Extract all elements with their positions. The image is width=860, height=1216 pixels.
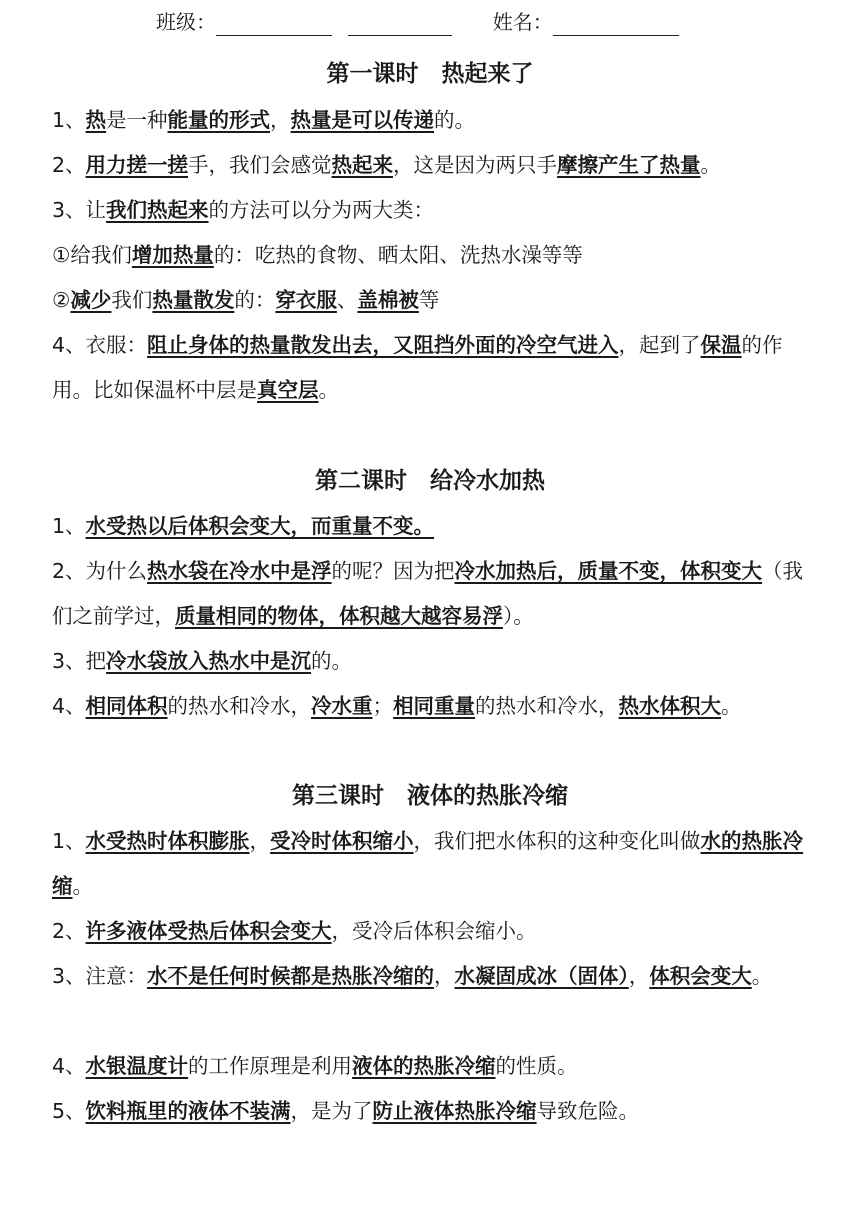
lesson-3-item-1	[52, 819, 812, 909]
text-segment: 2、	[52, 153, 86, 177]
class-blank-1[interactable]	[216, 13, 332, 36]
key-phrase: 相同重量	[393, 694, 476, 718]
key-phrase: 增加热量	[131, 243, 214, 267]
text-segment: 的：	[234, 288, 276, 312]
lesson-1-item-6	[52, 323, 812, 413]
key-phrase: 热水袋在冷水中是浮	[147, 559, 332, 583]
key-phrase: 真空层	[257, 378, 319, 402]
key-phrase: 防止液体热胀冷缩	[372, 1099, 537, 1123]
lesson-1-item-2	[52, 143, 812, 188]
lesson-2-item-2	[52, 549, 812, 639]
text-segment: 3、让	[52, 198, 107, 222]
key-phrase: 体积会变大	[649, 964, 752, 988]
text-segment: 等	[418, 288, 440, 312]
lesson-2-title: 第二课时 给冷水加热	[315, 468, 545, 494]
text-segment: ，我们把水体积的这种变化叫做	[413, 829, 701, 853]
text-segment: 3、把	[52, 649, 107, 673]
lesson-3-title: 第三课时 液体的热胀冷缩	[292, 783, 568, 809]
key-phrase: 饮料瓶里的液体不装满	[85, 1099, 291, 1123]
text-segment: ，	[270, 108, 291, 132]
text-segment: ）。	[503, 604, 534, 628]
key-phrase: 水银温度计	[85, 1054, 189, 1078]
text-segment: 手，我们会感觉	[188, 153, 332, 177]
key-phrase: 保温	[700, 333, 742, 357]
lesson-2-item-3	[52, 639, 812, 684]
text-segment: ，	[628, 964, 650, 988]
key-phrase: 盖棉被	[357, 288, 419, 312]
text-segment: 的。	[434, 108, 476, 132]
key-phrase: 冷水加热后，质量不变，体积变大	[454, 559, 763, 583]
text-segment: ①给我们	[52, 243, 132, 267]
key-phrase: 质量相同的物体，体积越大越容易浮	[175, 604, 503, 628]
text-segment: 的呢？因为把	[331, 559, 455, 583]
text-segment: 的。	[311, 649, 353, 673]
text-segment: 的热水和冷水，	[167, 694, 312, 718]
key-phrase: 热	[85, 108, 107, 132]
text-segment: 导致危险。	[536, 1099, 640, 1123]
key-phrase: 许多液体受热后体积会变大	[85, 919, 332, 943]
text-segment: 。	[721, 694, 742, 718]
text-segment: ，受冷后体积会缩小。	[331, 919, 537, 943]
key-phrase: 热量是可以传递	[290, 108, 435, 132]
class-label: 班级：	[156, 10, 216, 34]
text-segment: ，	[434, 964, 455, 988]
text-segment: （我们之前学过，	[52, 559, 804, 628]
text-segment: 的作用。比如保温杯中层是	[52, 333, 783, 402]
key-phrase: 阻止身体的热量散发出去，又阻挡外面的冷空气进入	[147, 333, 619, 357]
lesson-1-item-4	[52, 233, 812, 278]
key-phrase: 液体的热胀冷缩	[352, 1054, 496, 1078]
text-segment: 4、	[52, 694, 86, 718]
text-segment: 。	[700, 153, 722, 177]
key-phrase: 能量的形式	[167, 108, 271, 132]
text-segment: 的：吃热的食物、晒太阳、洗热水澡等等	[213, 243, 583, 267]
text-segment: 2、为什么	[52, 559, 148, 583]
key-phrase: 水的热胀冷缩	[52, 829, 804, 898]
name-label: 姓名：	[492, 10, 553, 34]
text-segment: 我们	[111, 288, 153, 312]
key-phrase: 相同体积	[85, 694, 168, 718]
lesson-3-item-4	[52, 1044, 812, 1089]
text-segment: ，	[249, 829, 271, 853]
key-phrase: 用力搓一搓	[85, 153, 189, 177]
text-segment: ，是为了	[290, 1099, 373, 1123]
text-segment: 。	[318, 378, 339, 402]
text-segment: 5、	[52, 1099, 86, 1123]
text-segment: 1、	[52, 829, 86, 853]
lesson-3-item-2	[52, 909, 812, 954]
text-segment: 。	[72, 874, 93, 898]
lesson-1-item-3	[52, 188, 812, 233]
lesson-2-item-4	[52, 684, 812, 729]
text-segment: ，这是因为两只手	[393, 153, 558, 177]
header-fields	[156, 8, 679, 36]
text-segment: ，起到了	[618, 333, 701, 357]
text-segment: 3、注意：	[52, 964, 148, 988]
text-segment: 的工作原理是利用	[188, 1054, 353, 1078]
key-phrase: 摩擦产生了热量	[557, 153, 701, 177]
key-phrase: 热起来	[331, 153, 394, 177]
lesson-1-title: 第一课时 热起来了	[326, 61, 534, 87]
key-phrase: 水不是任何时候都是热胀冷缩的	[147, 964, 435, 988]
text-segment: ；	[372, 694, 394, 718]
text-segment: 是一种	[106, 108, 168, 132]
text-segment: 。	[751, 964, 773, 988]
key-phrase: 水受热时体积膨胀	[85, 829, 250, 853]
text-segment: 、	[336, 288, 358, 312]
lesson-3-item-5	[52, 1089, 812, 1134]
key-phrase: 冷水重	[311, 694, 373, 718]
key-phrase: 我们热起来	[106, 198, 209, 222]
text-segment: 4、衣服：	[52, 333, 148, 357]
text-segment: 的方法可以分为两大类：	[208, 198, 435, 222]
key-phrase: 冷水袋放入热水中是沉	[106, 649, 312, 673]
lesson-1-item-1	[52, 98, 812, 143]
key-phrase: 水凝固成冰（固体）	[454, 964, 629, 988]
text-segment: 2、	[52, 919, 86, 943]
key-phrase: 水受热以后体积会变大，而重量不变。	[85, 514, 435, 538]
lesson-3-item-3	[52, 954, 812, 999]
lesson-1-item-5	[52, 278, 812, 323]
name-blank[interactable]	[553, 13, 679, 36]
key-phrase: 穿衣服	[275, 288, 337, 312]
key-phrase: 热量散发	[152, 288, 235, 312]
key-phrase: 减少	[70, 288, 112, 312]
text-segment: 1、	[52, 514, 86, 538]
text-segment: 的热水和冷水，	[475, 694, 619, 718]
text-segment: 1、	[52, 108, 86, 132]
text-segment: 4、	[52, 1054, 86, 1078]
text-segment: 的性质。	[495, 1054, 578, 1078]
key-phrase: 受冷时体积缩小	[270, 829, 414, 853]
key-phrase: 热水体积大	[618, 694, 722, 718]
text-segment: ②	[52, 288, 71, 312]
class-blank-2[interactable]	[348, 13, 452, 36]
lesson-2-item-1	[52, 504, 812, 549]
